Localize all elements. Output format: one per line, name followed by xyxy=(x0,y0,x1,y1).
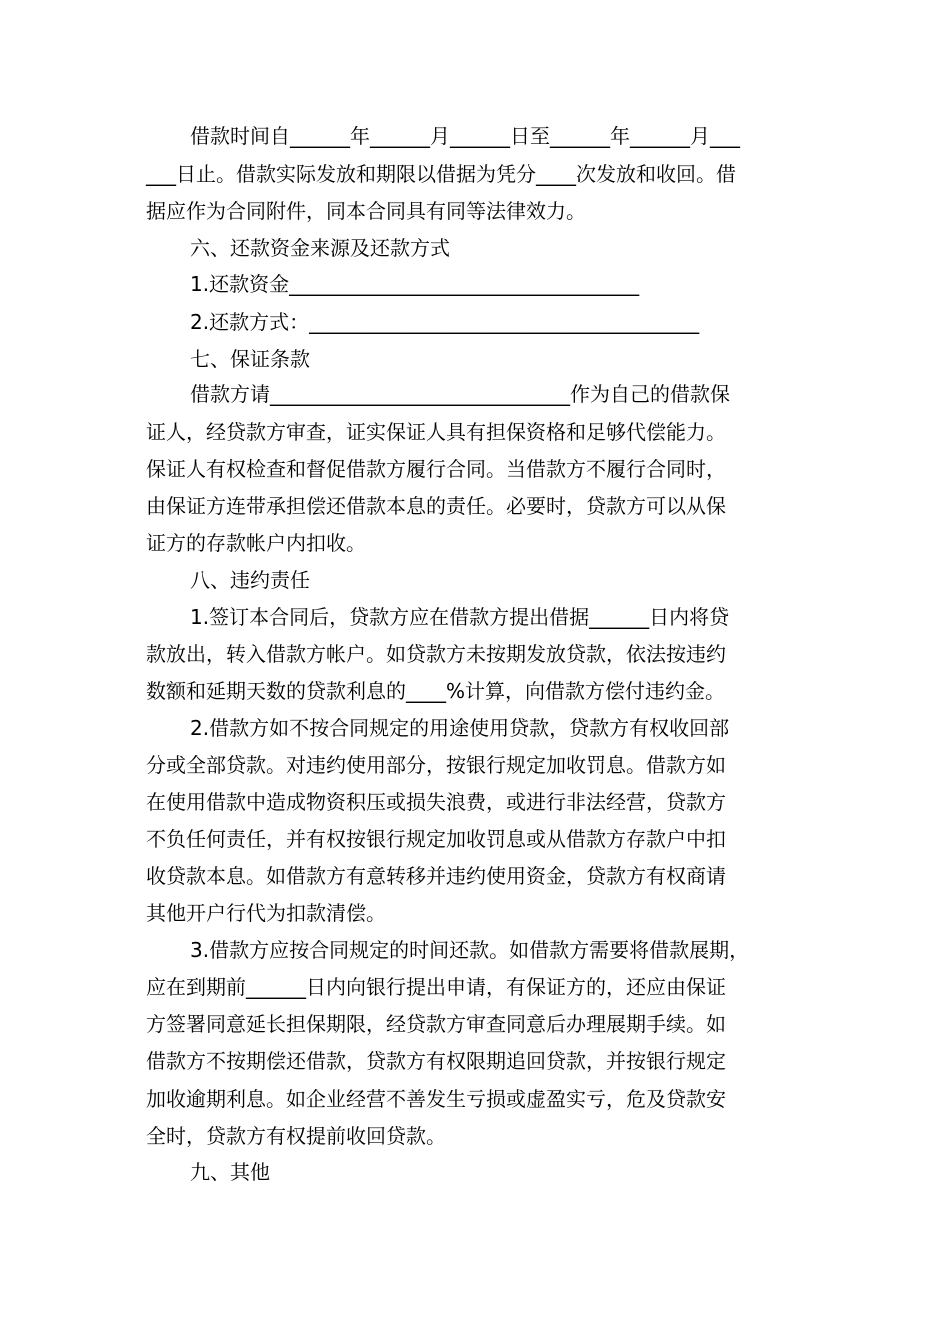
text-line-2: ___日止。借款实际发放和期限以借据为凭分____次发放和收回。借 xyxy=(146,162,736,186)
text-line-23: 3.借款方应按合同规定的时间还款。如借款方需要将借款展期， xyxy=(190,938,750,962)
text-line-28: 全时，贷款方有权提前收回贷款。 xyxy=(146,1124,446,1148)
text-line-12: 证方的存款帐户内扣收。 xyxy=(146,531,366,555)
text-line-25: 方签署同意延长担保期限，经贷款方审查同意后办理展期手续。如 xyxy=(146,1012,726,1036)
text-line-1: 借款时间自______年______月______日至______年______月___ xyxy=(190,124,740,148)
text-line-15: 款放出，转入借款方帐户。如贷款方未按期发放贷款，依法按违约 xyxy=(146,642,726,666)
text-line-26: 借款方不按期偿还借款，贷款方有权限期追回贷款，并按银行规定 xyxy=(146,1049,726,1073)
text-line-16: 数额和延期天数的贷款利息的____%计算，向借款方偿付违约金。 xyxy=(146,679,726,703)
text-line-20: 不负任何责任，并有权按银行规定加收罚息或从借款方存款户中扣 xyxy=(146,827,726,851)
text-line-repayment-funds: 1.还款资金___________________________________ xyxy=(190,272,640,296)
text-line-19: 在使用借款中造成物资积压或损失浪费，或进行非法经营，贷款方 xyxy=(146,790,726,814)
text-line-21: 收贷款本息。如借款方有意转移并违约使用资金，贷款方有权商请 xyxy=(146,864,726,888)
text-line-11: 由保证方连带承担偿还借款本息的责任。必要时，贷款方可以从保 xyxy=(146,494,726,518)
section-heading-eight: 八、违约责任 xyxy=(190,568,310,592)
text-line-3: 据应作为合同附件，同本合同具有同等法律效力。 xyxy=(146,199,586,223)
text-line-9: 证人，经贷款方审查，证实保证人具有担保资格和足够代偿能力。 xyxy=(146,420,726,444)
section-heading-nine: 九、其他 xyxy=(190,1160,270,1184)
text-line-27: 加收逾期利息。如企业经营不善发生亏损或虚盈实亏，危及贷款安 xyxy=(146,1087,726,1111)
text-line-22: 其他开户行代为扣款清偿。 xyxy=(146,901,386,925)
text-line-guarantor: 借款方请______________________________作为自己的借款保 xyxy=(190,382,730,406)
text-line-14: 1.签订本合同后，贷款方应在借款方提出借据______日内将贷 xyxy=(190,605,730,629)
text-line-17: 2.借款方如不按合同规定的用途使用贷款，贷款方有权收回部 xyxy=(190,716,730,740)
text-line-10: 保证人有权检查和督促借款方履行合同。当借款方不履行合同时， xyxy=(146,457,726,481)
text-line-repayment-method: 2.还款方式：_______________________________________ xyxy=(190,310,700,334)
text-line-18: 分或全部贷款。对违约使用部分，按银行规定加收罚息。借款方如 xyxy=(146,753,726,777)
text-line-24: 应在到期前______日内向银行提出申请，有保证方的，还应由保证 xyxy=(146,975,726,999)
section-heading-seven: 七、保证条款 xyxy=(190,347,310,371)
section-heading-six: 六、还款资金来源及还款方式 xyxy=(190,236,450,260)
